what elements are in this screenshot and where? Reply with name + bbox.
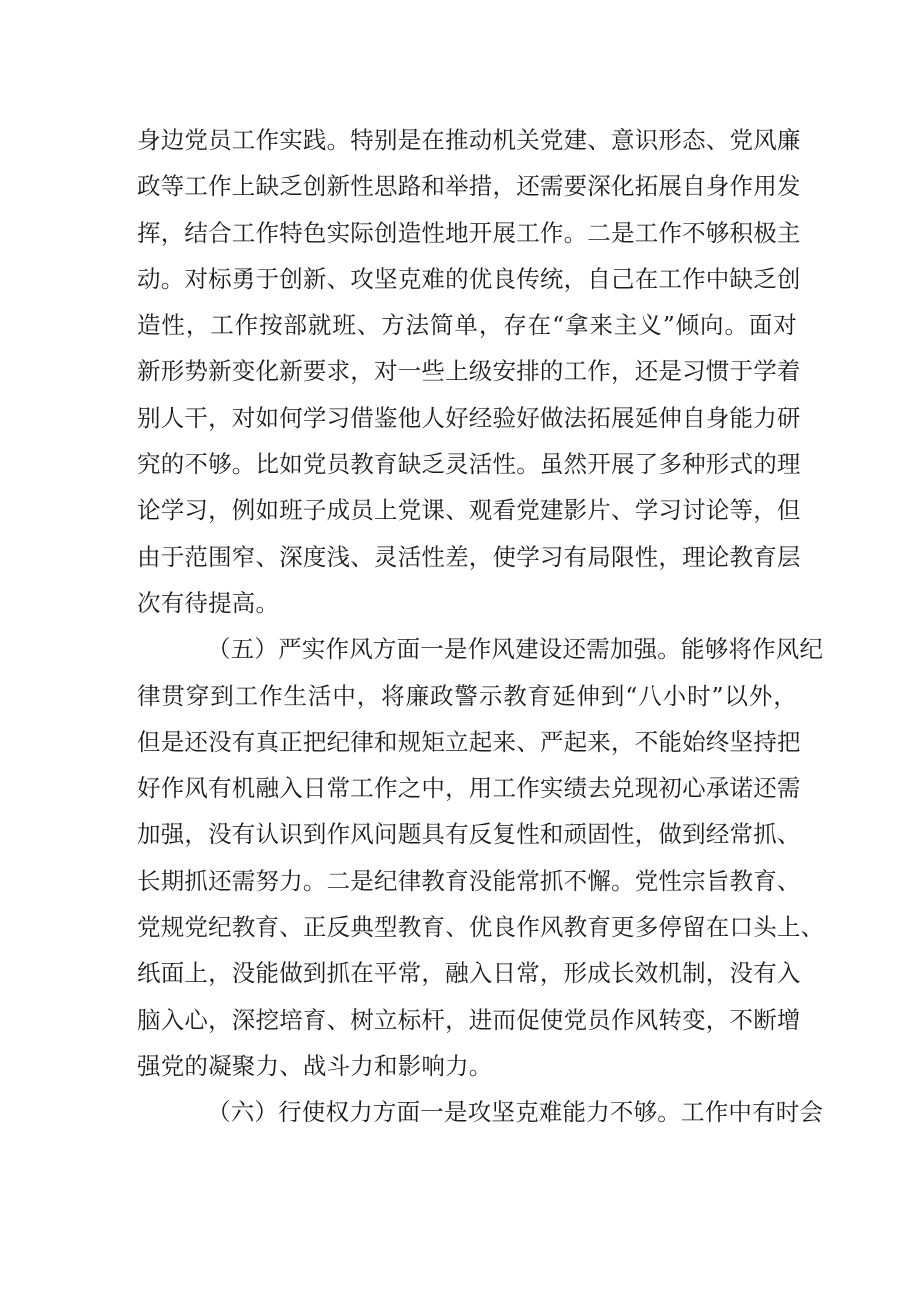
text-line: 造性，工作按部就班、方法简单，存在“拿来主义”倾向。面对 [137,311,797,340]
text-line: 动。对标勇于创新、攻坚克难的优良传统，自己在工作中缺乏创 [137,264,801,293]
text-line: 长期抓还需努力。二是纪律教育没能常抓不懈。党性宗旨教育、 [137,866,801,895]
paragraph-3 [137,1089,824,1135]
text-line: 究的不够。比如党员教育缺乏灵活性。虽然开展了多种形式的理 [137,450,801,479]
paragraph-heading-line: （五）严实作风方面一是作风建设还需加强。能够将作风纪 [207,635,824,664]
text-line: 加强，没有认识到作风问题具有反复性和顽固性，做到经常抓、 [137,820,801,849]
text-line: 新形势新变化新要求，对一些上级安排的工作，还是习惯于学着 [137,357,801,386]
text-line: 别人干，对如何学习借鉴他人好经验好做法拓展延伸自身能力研 [137,403,801,432]
text-line: 挥，结合工作特色实际创造性地开展工作。二是工作不够积极主 [137,218,801,247]
text-line: 党规党纪教育、正反典型教育、优良作风教育更多停留在口头上、 [137,913,825,942]
paragraph-heading-line: （六）行使权力方面一是攻坚克难能力不够。工作中有时会 [207,1098,824,1127]
text-line: 由于范围窄、深度浅、灵活性差，使学习有局限性，理论教育层 [137,542,801,571]
text-line: 纸面上，没能做到抓在平常，融入日常，形成长效机制，没有入 [137,959,801,988]
text-line: 次有待提高。 [137,588,280,617]
text-line: 但是还没有真正把纪律和规矩立起来、严起来，不能始终坚持把 [137,727,801,756]
document-body [137,117,825,1136]
text-line: 身边党员工作实践。特别是在推动机关党建、意识形态、党风廉 [137,126,801,154]
text-line: 好作风有机融入日常工作之中，用工作实绩去兑现初心承诺还需 [137,774,801,803]
paragraph-2 [137,626,825,1089]
text-line: 脑入心，深挖培育、树立标杆，进而促使党员作风转变，不断增 [137,1005,801,1034]
text-line: 论学习，例如班子成员上党课、观看党建影片、学习讨论等，但 [137,496,801,525]
text-line: 强党的凝聚力、战斗力和影响力。 [137,1051,493,1080]
paragraph-1 [137,117,801,626]
text-line: 律贯穿到工作生活中，将廉政警示教育延伸到“八小时”以外， [137,681,797,710]
text-line: 政等工作上缺乏创新性思路和举措，还需要深化拓展自身作用发 [137,172,801,201]
